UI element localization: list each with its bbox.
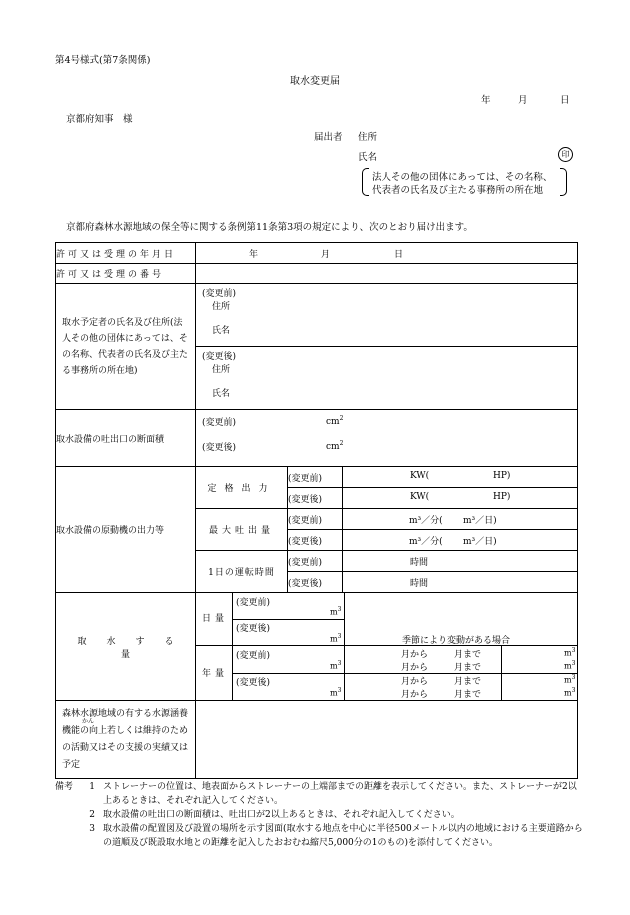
applicant-label: 届出者 [314,132,343,143]
hours-before-field[interactable] [343,551,578,572]
document-title: 取水変更届 [290,76,340,87]
daily-before-unit: $m^3$ [330,606,342,617]
daily-before-tag: (変更前) [236,598,271,608]
season-1-unit: $m^3$ [564,647,576,658]
rated-before-kw: KW( [410,471,430,481]
outlet-area-field[interactable] [196,410,578,467]
intake-label: 取水する量 [56,593,196,701]
note-item: 1 ストレーナーの位置は、地表面からストレーナーの上端部までの距離を表示してください。また、ストレーナーが2以上あるときは、それぞれ記入してください。 [89,782,577,806]
yearly-after-tag: (変更後) [236,678,271,688]
planner-before-name: 氏名 [212,326,231,336]
date-month: 月 [518,95,528,106]
discharge-after-tag: (変更後) [288,530,343,551]
notes-section [55,780,585,850]
hours-before-tag: (変更前) [288,551,343,572]
planner-before-field[interactable] [196,284,578,347]
daily-hours-label: 1日の運転時間 [196,551,288,593]
max-discharge-label: 最大吐出量 [196,509,288,551]
rated-after-tag: (変更後) [288,488,343,509]
seal-mark: 印 [558,147,573,162]
yearly-after-unit: $m^3$ [330,687,342,698]
note-item: 2 取水設備の吐出口の断面積は、吐出口が2以上あるときは、それぞれ記入してください。 [89,810,460,820]
activity-field[interactable] [196,701,578,779]
outlet-area-label: 取水設備の吐出口の断面積 [56,410,196,467]
planner-after-tag: (変更後) [202,352,237,362]
activity-label: かん 森林水源地域の有する水源涵養機能の向上若しくは維持のための活動又はその支援の実績又は予定 [56,701,196,779]
notes-head: 備考 [55,782,74,792]
addressee: 京都府知事 様 [66,114,133,125]
season-1-to: 月まで [454,650,482,660]
applicant-note-1: 法人その他の団体にあっては、その名称、 [372,172,553,183]
permit-number-field[interactable] [196,264,578,284]
form-table [55,242,578,779]
discharge-before-day: m³／日) [463,516,497,526]
hours-after-tag: (変更後) [288,572,343,593]
outlet-before-tag: (変更前) [202,418,237,428]
yearly-before-unit: $m^3$ [330,660,342,671]
outlet-after-unit: $cm^2$ [326,440,344,452]
daily-divider-2 [344,593,345,645]
seasonal-note: 季節により変動がある場合 [402,636,511,646]
discharge-after-day: m³／日) [463,537,497,547]
date-day: 日 [560,95,570,106]
applicant-note-2: 代表者の氏名及び主たる事務所の所在地 [372,185,544,196]
season-3-to: 月まで [454,677,482,687]
permit-number-label: 許可又は受理の番号 [56,264,196,284]
hours-after-unit: 時間 [410,579,429,589]
discharge-after-field[interactable] [343,530,578,551]
permit-month: 月 [321,250,331,260]
permit-year: 年 [249,250,259,260]
daily-after-unit: $m^3$ [330,633,342,644]
outlet-before-unit: $cm^2$ [326,415,344,427]
season-4-from: 月から [401,690,429,700]
season-2-to: 月まで [454,663,482,673]
season-3-unit: $m^3$ [564,674,576,685]
rated-before-hp: HP) [493,471,511,481]
rated-after-hp: HP) [493,492,511,502]
daily-after-tag: (変更後) [236,624,271,634]
permit-date-field[interactable] [196,243,578,264]
bracket-right [560,168,567,196]
season-3-from: 月から [401,677,429,687]
planner-before-address: 住所 [212,302,231,312]
permit-day: 日 [394,250,404,260]
ruby-kan: かん [82,718,95,725]
season-2-unit: $m^3$ [564,660,576,671]
rated-before-field[interactable] [343,467,578,488]
motor-label: 取水設備の原動機の出力等 [56,467,196,593]
season-2-from: 月から [401,663,429,673]
hours-before-unit: 時間 [410,558,429,568]
hours-after-field[interactable] [343,572,578,593]
planner-after-address: 住所 [212,365,231,375]
form-number: 第4号様式(第7条関係) [55,55,151,66]
planner-before-tag: (変更前) [202,289,237,299]
season-1-from: 月から [401,650,429,660]
yearly-before-tag: (変更前) [236,651,271,661]
yearly-amount-label: 年量 [202,669,229,679]
date-year: 年 [481,95,491,106]
daily-amount-label: 日量 [202,614,229,624]
discharge-after-min: m³／分( [409,537,443,547]
applicant-address-label: 住所 [358,132,378,143]
planner-after-field[interactable] [196,347,578,410]
planner-label: 取水予定者の氏名及び住所(法人その他の団体にあっては、その名称、代表者の氏名及び主たる事務所の所在地) [56,284,196,410]
rated-output-label: 定格出力 [196,467,288,509]
planner-after-name: 氏名 [212,389,231,399]
note-item: 3 取水設備の配置図及び設置の場所を示す図面(取水する地点を中心に半径500メートル以内の地域における主要道路からの道順及び既設取水地との距離を記入したおおむね縮尺5,000分の1のもの)を添付してください。 [89,824,583,848]
season-4-to: 月まで [454,690,482,700]
discharge-before-min: m³／分( [409,516,443,526]
rated-before-tag: (変更前) [288,467,343,488]
daily-divider-3 [232,619,344,620]
bracket-left [362,168,369,196]
intake-yearly-block [196,646,578,701]
season-4-unit: $m^3$ [564,687,576,698]
rated-after-field[interactable] [343,488,578,509]
discharge-before-tag: (変更前) [288,509,343,530]
rated-after-kw: KW( [410,492,430,502]
intro-text: 京都府森林水源地域の保全等に関する条例第11条第3項の規定により、次のとおり届け出ます。 [66,222,473,233]
applicant-name-label: 氏名 [358,152,378,163]
outlet-after-tag: (変更後) [202,443,237,453]
permit-date-label: 許可又は受理の年月日 [56,243,196,264]
intake-daily-block [196,593,578,646]
discharge-before-field[interactable] [343,509,578,530]
